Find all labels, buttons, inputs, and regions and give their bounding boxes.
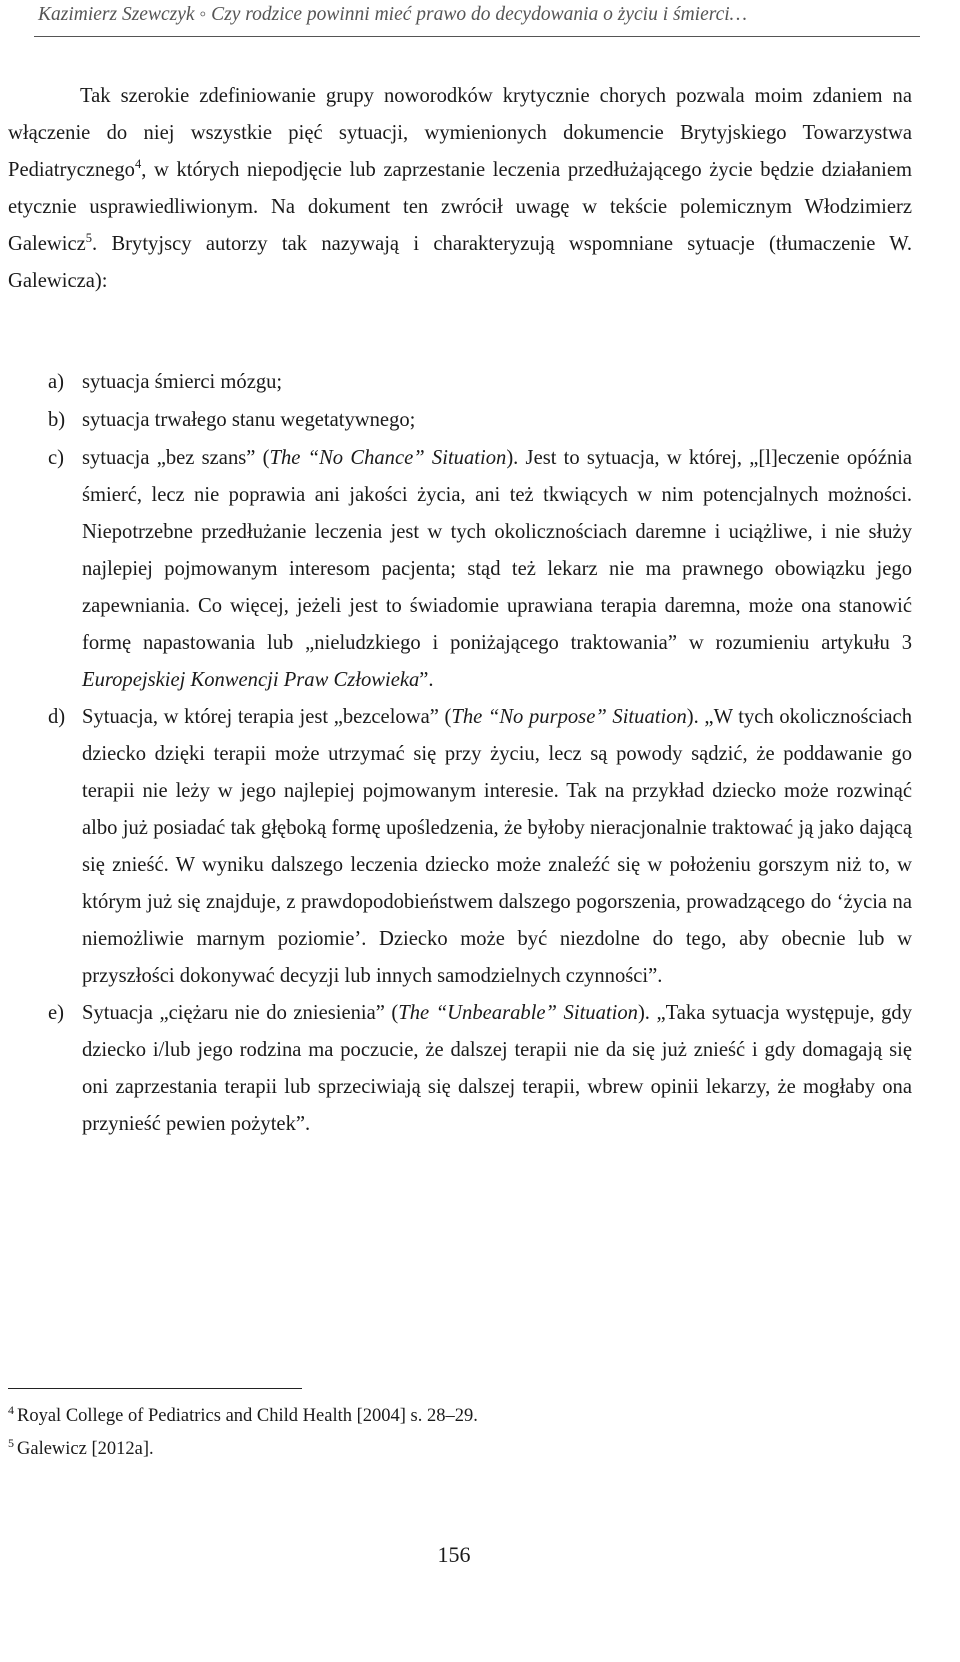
list-item-text: sytuacja śmierci mózgu; — [82, 371, 283, 393]
footnote-ref-5[interactable]: 5 — [85, 231, 92, 246]
body-paragraph — [8, 78, 912, 300]
list-item-text: Sytuacja, w której terapia jest „bezcelowa” ( — [82, 706, 452, 728]
list-item-text: sytuacja trwałego stanu wegetatywnego; — [82, 409, 416, 431]
list-item-text: ). Jest to sytuacja, w której, „[l]eczenie opóźnia śmierć, lecz nie poprawia ani jakości życia, ani też tkwiących w nim potencjalnych możności. Niepotrzebne przedłużanie leczenia jest w tych okolicznościach daremne i uciążliwe, i nie służy najlepiej pojmowanym interesom pacjenta; stąd też lekarz nie ma prawnego obowiązku jego zapewniania. Co więcej, jeżeli jest to świadomie uprawiana terapia daremna, może ona stanowić formę napastowania lub „nieludzkiego i poniżającego traktowania” w rozumieniu artykułu 3 — [82, 447, 913, 654]
list-item-d — [48, 699, 912, 995]
list-item-text: ”. — [419, 669, 434, 691]
list-label: e) — [48, 1002, 64, 1024]
situation-name: The “Unbearable” Situation — [398, 1002, 638, 1024]
convention-title: Europejskiej Konwencji Praw Człowieka — [82, 669, 420, 691]
footnote-text: Royal College of Pediatrics and Child Health [2004] s. 28–29. — [17, 1406, 478, 1426]
situation-name: The “No purpose” Situation — [451, 706, 687, 728]
situation-name: The “No Chance” Situation — [269, 447, 507, 469]
paragraph-text: , w których niepodjęcie lub zaprzestanie leczenia przedłużającego życie będzie działaniem etycznie usprawiedliwionym. Na dokument ten zwrócił uwagę w tekście polemicznym Włodzimierz Galewicz — [8, 159, 912, 255]
list-item-text: ). „W tych okolicznościach dziecko dzięki terapii może utrzymać się przy życiu, lecz są powody sądzić, że poddawanie go terapii nie leży w jego najlepiej pojmowanym interesie. Tak na przykład dziecko może rozwinąć albo już posiadać tak głęboką formę upośledzenia, że byłoby nieracjonalnie traktować ją jako dającą się znieść. W wyniku dalszego leczenia dziecko może znaleźć się w położeniu gorszym niż to, w którym już się znajduje, z prawdopodobieństwem dalszego pogorszenia, prowadzącego do ‘życia na niemożliwie marnym poziomie’. Dziecko może być niezdolne do tego, aby obecnie lub w przyszłości dokonywać decyzji lub innych samodzielnych czynności”. — [82, 706, 912, 987]
footnote-number: 5 — [8, 1435, 14, 1450]
footnote-number: 4 — [8, 1402, 14, 1417]
list-item-e — [48, 995, 912, 1143]
footnote-5 — [8, 1437, 154, 1461]
header-rule — [34, 36, 920, 37]
list-label: b) — [48, 409, 66, 431]
list-label: a) — [48, 371, 64, 393]
situations-list — [48, 364, 912, 1143]
list-label: d) — [48, 706, 66, 728]
paragraph-text: Tak szerokie zdefiniowanie grupy noworodków krytycznie chorych pozwala moim zdaniem na włączenie do niej wszystkie pięć sytuacji, wymienionych dokumencie Brytyjskiego Towarzystwa Pediatrycznego — [8, 85, 912, 181]
paragraph-text: . Brytyjscy autorzy tak nazywają i charakteryzują wspomniane sytuacje (tłumaczenie W. Galewicza): — [8, 233, 912, 292]
footnote-rule — [8, 1388, 302, 1389]
list-label: c) — [48, 447, 64, 469]
footnote-text: Galewicz [2012a]. — [17, 1439, 154, 1459]
footnote-4 — [8, 1404, 478, 1428]
running-head: Kazimierz Szewczyk ◦ Czy rodzice powinni mieć prawo do decydowania o życiu i śmierci… — [38, 4, 748, 25]
list-item-text: sytuacja „bez szans” ( — [82, 447, 270, 469]
footnote-ref-4[interactable]: 4 — [134, 157, 142, 172]
list-item-a — [48, 364, 912, 401]
list-item-text: Sytuacja „ciężaru nie do zniesienia” ( — [82, 1002, 399, 1024]
list-item-b — [48, 402, 912, 439]
list-item-text: ). „Taka sytuacja występuje, gdy dziecko i/lub jego rodzina ma poczucie, że dalszej terapii nie da się już znieść i gdy domagają się oni zaprzestania terapii lub sprzeciwiają się dalszej terapii, wbrew opinii lekarzy, że mogłaby ona przynieść pewien pożytek”. — [82, 1002, 912, 1135]
page-number: 156 — [437, 1542, 471, 1567]
list-item-c — [48, 440, 912, 699]
